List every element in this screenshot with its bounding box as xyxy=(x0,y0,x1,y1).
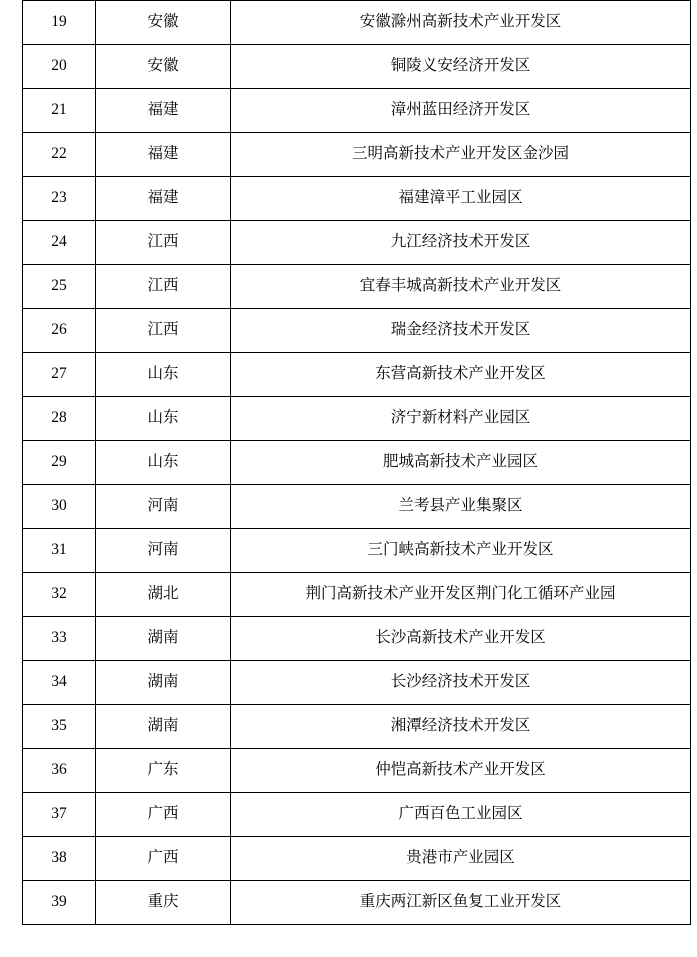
row-zone-name: 九江经济技术开发区 xyxy=(231,221,691,265)
development-zones-table xyxy=(22,0,691,925)
row-zone-name: 漳州蓝田经济开发区 xyxy=(231,89,691,133)
row-zone-name: 宜春丰城高新技术产业开发区 xyxy=(231,265,691,309)
row-index: 38 xyxy=(23,837,96,881)
table-row xyxy=(23,705,691,749)
row-province: 山东 xyxy=(96,353,231,397)
row-province: 重庆 xyxy=(96,881,231,925)
row-province: 江西 xyxy=(96,309,231,353)
row-index: 33 xyxy=(23,617,96,661)
row-index: 36 xyxy=(23,749,96,793)
table-row xyxy=(23,89,691,133)
row-province: 河南 xyxy=(96,485,231,529)
row-index: 35 xyxy=(23,705,96,749)
table-row xyxy=(23,353,691,397)
row-province: 广西 xyxy=(96,837,231,881)
row-zone-name: 荆门高新技术产业开发区荆门化工循环产业园 xyxy=(231,573,691,617)
row-zone-name: 湘潭经济技术开发区 xyxy=(231,705,691,749)
row-index: 29 xyxy=(23,441,96,485)
table-row xyxy=(23,265,691,309)
row-index: 34 xyxy=(23,661,96,705)
row-zone-name: 三明高新技术产业开发区金沙园 xyxy=(231,133,691,177)
table-row xyxy=(23,485,691,529)
row-index: 27 xyxy=(23,353,96,397)
table-row xyxy=(23,837,691,881)
table-row xyxy=(23,793,691,837)
row-index: 21 xyxy=(23,89,96,133)
row-province: 山东 xyxy=(96,441,231,485)
table-row xyxy=(23,309,691,353)
row-province: 广西 xyxy=(96,793,231,837)
table-row xyxy=(23,221,691,265)
row-index: 26 xyxy=(23,309,96,353)
row-zone-name: 福建漳平工业园区 xyxy=(231,177,691,221)
row-index: 19 xyxy=(23,1,96,45)
table-body xyxy=(23,1,691,925)
row-zone-name: 三门峡高新技术产业开发区 xyxy=(231,529,691,573)
row-zone-name: 贵港市产业园区 xyxy=(231,837,691,881)
row-province: 湖南 xyxy=(96,661,231,705)
row-zone-name: 东营高新技术产业开发区 xyxy=(231,353,691,397)
table-row xyxy=(23,661,691,705)
table-row xyxy=(23,881,691,925)
table-row xyxy=(23,133,691,177)
row-index: 32 xyxy=(23,573,96,617)
table-row xyxy=(23,1,691,45)
table-row xyxy=(23,573,691,617)
row-province: 江西 xyxy=(96,221,231,265)
row-zone-name: 济宁新材料产业园区 xyxy=(231,397,691,441)
row-index: 25 xyxy=(23,265,96,309)
row-zone-name: 安徽滁州高新技术产业开发区 xyxy=(231,1,691,45)
table-row xyxy=(23,749,691,793)
row-index: 23 xyxy=(23,177,96,221)
row-zone-name: 铜陵义安经济开发区 xyxy=(231,45,691,89)
row-province: 湖北 xyxy=(96,573,231,617)
row-index: 24 xyxy=(23,221,96,265)
row-province: 安徽 xyxy=(96,1,231,45)
table-row xyxy=(23,45,691,89)
row-zone-name: 兰考县产业集聚区 xyxy=(231,485,691,529)
table-row xyxy=(23,177,691,221)
table-row xyxy=(23,529,691,573)
row-province: 江西 xyxy=(96,265,231,309)
row-province: 福建 xyxy=(96,89,231,133)
row-index: 22 xyxy=(23,133,96,177)
row-zone-name: 仲恺高新技术产业开发区 xyxy=(231,749,691,793)
table-row xyxy=(23,397,691,441)
row-index: 39 xyxy=(23,881,96,925)
row-province: 福建 xyxy=(96,133,231,177)
row-province: 福建 xyxy=(96,177,231,221)
row-zone-name: 长沙经济技术开发区 xyxy=(231,661,691,705)
row-zone-name: 肥城高新技术产业园区 xyxy=(231,441,691,485)
row-index: 20 xyxy=(23,45,96,89)
table-row xyxy=(23,441,691,485)
row-index: 37 xyxy=(23,793,96,837)
row-province: 山东 xyxy=(96,397,231,441)
row-province: 广东 xyxy=(96,749,231,793)
row-zone-name: 瑞金经济技术开发区 xyxy=(231,309,691,353)
row-zone-name: 广西百色工业园区 xyxy=(231,793,691,837)
row-zone-name: 重庆两江新区鱼复工业开发区 xyxy=(231,881,691,925)
row-index: 31 xyxy=(23,529,96,573)
table-row xyxy=(23,617,691,661)
row-province: 湖南 xyxy=(96,617,231,661)
row-zone-name: 长沙高新技术产业开发区 xyxy=(231,617,691,661)
row-province: 安徽 xyxy=(96,45,231,89)
row-index: 30 xyxy=(23,485,96,529)
row-province: 河南 xyxy=(96,529,231,573)
row-province: 湖南 xyxy=(96,705,231,749)
row-index: 28 xyxy=(23,397,96,441)
